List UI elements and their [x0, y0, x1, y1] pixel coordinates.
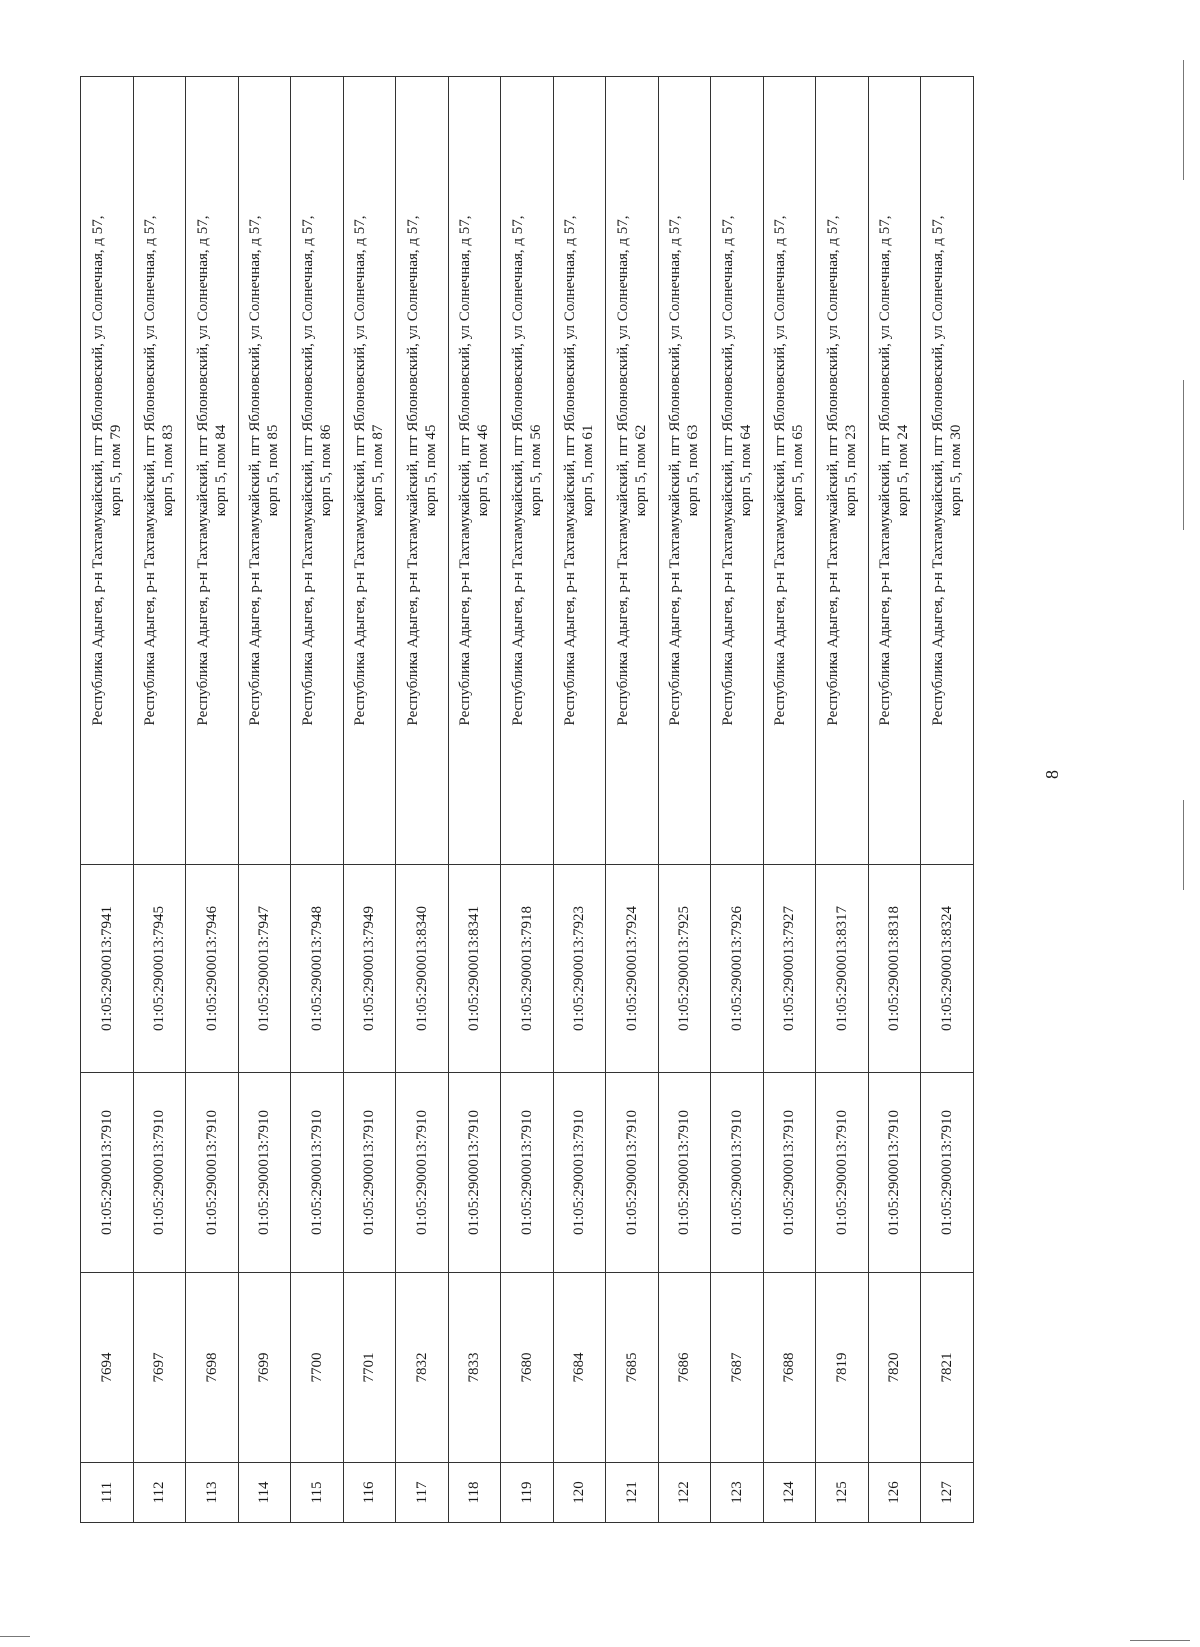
cadastral-number-cell: 01:05:2900013:8341: [448, 865, 501, 1073]
table-row: [133, 77, 186, 1523]
address-building-line: корп 5, пом 23: [842, 424, 859, 517]
object-id-cell: 7832: [396, 1273, 449, 1463]
parent-cadastral-number-cell: 01:05:2900013:7910: [448, 1073, 501, 1273]
row-number-cell: 117: [396, 1463, 449, 1523]
cadastral-number-cell: 01:05:2900013:7924: [606, 865, 659, 1073]
table-row: [816, 77, 869, 1523]
address-building-line: корп 5, пом 30: [947, 424, 964, 517]
address-cell: [186, 77, 239, 865]
row-number-cell: 112: [133, 1463, 186, 1523]
table-row: [186, 77, 239, 1523]
row-number-cell: 126: [868, 1463, 921, 1523]
table-row: [81, 77, 134, 1523]
object-id-cell: 7687: [711, 1273, 764, 1463]
cadastral-number-cell: 01:05:2900013:7926: [711, 865, 764, 1073]
address-line: Республика Адыгея, р-н Тахтамукайский, пгт Яблоновский, ул Солнечная, д 57,: [299, 215, 316, 726]
address-line: Республика Адыгея, р-н Тахтамукайский, пгт Яблоновский, ул Солнечная, д 57,: [824, 215, 841, 726]
address-line: Республика Адыгея, р-н Тахтамукайский, пгт Яблоновский, ул Солнечная, д 57,: [772, 215, 789, 726]
address-line: Республика Адыгея, р-н Тахтамукайский, пгт Яблоновский, ул Солнечная, д 57,: [457, 215, 474, 726]
address-line: Республика Адыгея, р-н Тахтамукайский, пгт Яблоновский, ул Солнечная, д 57,: [247, 215, 264, 726]
parent-cadastral-number-cell: 01:05:2900013:7910: [606, 1073, 659, 1273]
address-building-line: корп 5, пом 24: [895, 424, 912, 517]
address-line: Республика Адыгея, р-н Тахтамукайский, пгт Яблоновский, ул Солнечная, д 57,: [194, 215, 211, 726]
row-number-cell: 119: [501, 1463, 554, 1523]
row-number-cell: 115: [291, 1463, 344, 1523]
cadastral-number-cell: 01:05:2900013:7927: [763, 865, 816, 1073]
object-id-cell: 7680: [501, 1273, 554, 1463]
cadastral-number-cell: 01:05:2900013:7941: [81, 865, 134, 1073]
address-building-line: корп 5, пом 64: [737, 424, 754, 517]
parent-cadastral-number-cell: 01:05:2900013:7910: [238, 1073, 291, 1273]
address-building-line: корп 5, пом 85: [265, 424, 282, 517]
row-number-cell: 113: [186, 1463, 239, 1523]
parent-cadastral-number-cell: 01:05:2900013:7910: [501, 1073, 554, 1273]
address-cell: [501, 77, 554, 865]
object-id-cell: 7700: [291, 1273, 344, 1463]
address-cell: [238, 77, 291, 865]
registry-table-body: [81, 77, 974, 1523]
table-row: [606, 77, 659, 1523]
address-line: Республика Адыгея, р-н Тахтамукайский, пгт Яблоновский, ул Солнечная, д 57,: [614, 215, 631, 726]
table-row: [501, 77, 554, 1523]
table-row: [291, 77, 344, 1523]
table-row: [238, 77, 291, 1523]
row-number-cell: 124: [763, 1463, 816, 1523]
address-cell: [81, 77, 134, 865]
parent-cadastral-number-cell: 01:05:2900013:7910: [711, 1073, 764, 1273]
row-number-cell: 121: [606, 1463, 659, 1523]
parent-cadastral-number-cell: 01:05:2900013:7910: [81, 1073, 134, 1273]
cadastral-number-cell: 01:05:2900013:8317: [816, 865, 869, 1073]
row-number-cell: 118: [448, 1463, 501, 1523]
address-cell: [343, 77, 396, 865]
row-number-cell: 114: [238, 1463, 291, 1523]
address-cell: [658, 77, 711, 865]
page-number: 8: [1042, 770, 1062, 779]
cadastral-number-cell: 01:05:2900013:7947: [238, 865, 291, 1073]
address-cell: [711, 77, 764, 865]
parent-cadastral-number-cell: 01:05:2900013:7910: [133, 1073, 186, 1273]
table-row: [396, 77, 449, 1523]
cadastral-number-cell: 01:05:2900013:7918: [501, 865, 554, 1073]
object-id-cell: 7821: [921, 1273, 974, 1463]
address-line: Республика Адыгея, р-н Тахтамукайский, пгт Яблоновский, ул Солнечная, д 57,: [929, 215, 946, 726]
scan-artifact: [1183, 60, 1184, 180]
address-building-line: корп 5, пом 79: [107, 424, 124, 517]
parent-cadastral-number-cell: 01:05:2900013:7910: [291, 1073, 344, 1273]
object-id-cell: 7833: [448, 1273, 501, 1463]
table-row: [343, 77, 396, 1523]
object-id-cell: 7686: [658, 1273, 711, 1463]
table-row: [711, 77, 764, 1523]
address-building-line: корп 5, пом 87: [370, 424, 387, 517]
address-cell: [763, 77, 816, 865]
address-building-line: корп 5, пом 61: [580, 424, 597, 517]
address-building-line: корп 5, пом 62: [632, 424, 649, 517]
row-number-cell: 116: [343, 1463, 396, 1523]
cadastral-number-cell: 01:05:2900013:7948: [291, 865, 344, 1073]
row-number-cell: 125: [816, 1463, 869, 1523]
object-id-cell: 7697: [133, 1273, 186, 1463]
object-id-cell: 7820: [868, 1273, 921, 1463]
cadastral-number-cell: 01:05:2900013:7925: [658, 865, 711, 1073]
cadastral-number-cell: 01:05:2900013:7923: [553, 865, 606, 1073]
row-number-cell: 122: [658, 1463, 711, 1523]
parent-cadastral-number-cell: 01:05:2900013:7910: [816, 1073, 869, 1273]
table-row: [868, 77, 921, 1523]
address-building-line: корп 5, пом 63: [685, 424, 702, 517]
object-id-cell: 7688: [763, 1273, 816, 1463]
parent-cadastral-number-cell: 01:05:2900013:7910: [868, 1073, 921, 1273]
scan-artifact: [0, 1636, 30, 1637]
object-id-cell: 7685: [606, 1273, 659, 1463]
registry-table: [80, 76, 974, 1523]
object-id-cell: 7694: [81, 1273, 134, 1463]
address-cell: [921, 77, 974, 865]
address-line: Республика Адыгея, р-н Тахтамукайский, пгт Яблоновский, ул Солнечная, д 57,: [562, 215, 579, 726]
parent-cadastral-number-cell: 01:05:2900013:7910: [396, 1073, 449, 1273]
address-building-line: корп 5, пом 65: [790, 424, 807, 517]
table-row: [763, 77, 816, 1523]
address-line: Республика Адыгея, р-н Тахтамукайский, пгт Яблоновский, ул Солнечная, д 57,: [719, 215, 736, 726]
parent-cadastral-number-cell: 01:05:2900013:7910: [186, 1073, 239, 1273]
address-cell: [133, 77, 186, 865]
scan-artifact: [1183, 380, 1184, 530]
parent-cadastral-number-cell: 01:05:2900013:7910: [763, 1073, 816, 1273]
object-id-cell: 7699: [238, 1273, 291, 1463]
table-row: [658, 77, 711, 1523]
row-number-cell: 123: [711, 1463, 764, 1523]
cadastral-number-cell: 01:05:2900013:7945: [133, 865, 186, 1073]
address-cell: [816, 77, 869, 865]
cadastral-number-cell: 01:05:2900013:7949: [343, 865, 396, 1073]
row-number-cell: 111: [81, 1463, 134, 1523]
address-building-line: корп 5, пом 56: [527, 424, 544, 517]
address-cell: [868, 77, 921, 865]
cadastral-number-cell: 01:05:2900013:8340: [396, 865, 449, 1073]
object-id-cell: 7698: [186, 1273, 239, 1463]
address-building-line: корп 5, пом 86: [317, 424, 334, 517]
address-building-line: корп 5, пом 83: [160, 424, 177, 517]
address-line: Республика Адыгея, р-н Тахтамукайский, пгт Яблоновский, ул Солнечная, д 57,: [89, 215, 106, 726]
row-number-cell: 120: [553, 1463, 606, 1523]
object-id-cell: 7701: [343, 1273, 396, 1463]
parent-cadastral-number-cell: 01:05:2900013:7910: [343, 1073, 396, 1273]
address-building-line: корп 5, пом 45: [422, 424, 439, 517]
address-cell: [396, 77, 449, 865]
table-row: [553, 77, 606, 1523]
scan-artifact: [1130, 1640, 1190, 1641]
address-cell: [606, 77, 659, 865]
address-building-line: корп 5, пом 46: [475, 424, 492, 517]
address-line: Республика Адыгея, р-н Тахтамукайский, пгт Яблоновский, ул Солнечная, д 57,: [352, 215, 369, 726]
address-building-line: корп 5, пом 84: [212, 424, 229, 517]
address-cell: [291, 77, 344, 865]
address-cell: [448, 77, 501, 865]
scan-artifact: [1183, 800, 1184, 890]
cadastral-number-cell: 01:05:2900013:8318: [868, 865, 921, 1073]
address-line: Республика Адыгея, р-н Тахтамукайский, пгт Яблоновский, ул Солнечная, д 57,: [142, 215, 159, 726]
address-line: Республика Адыгея, р-н Тахтамукайский, пгт Яблоновский, ул Солнечная, д 57,: [509, 215, 526, 726]
cadastral-number-cell: 01:05:2900013:8324: [921, 865, 974, 1073]
table-row: [921, 77, 974, 1523]
address-line: Республика Адыгея, р-н Тахтамукайский, пгт Яблоновский, ул Солнечная, д 57,: [404, 215, 421, 726]
object-id-cell: 7819: [816, 1273, 869, 1463]
object-id-cell: 7684: [553, 1273, 606, 1463]
cadastral-number-cell: 01:05:2900013:7946: [186, 865, 239, 1073]
address-line: Республика Адыгея, р-н Тахтамукайский, пгт Яблоновский, ул Солнечная, д 57,: [877, 215, 894, 726]
row-number-cell: 127: [921, 1463, 974, 1523]
address-cell: [553, 77, 606, 865]
parent-cadastral-number-cell: 01:05:2900013:7910: [553, 1073, 606, 1273]
parent-cadastral-number-cell: 01:05:2900013:7910: [921, 1073, 974, 1273]
address-line: Республика Адыгея, р-н Тахтамукайский, пгт Яблоновский, ул Солнечная, д 57,: [667, 215, 684, 726]
parent-cadastral-number-cell: 01:05:2900013:7910: [658, 1073, 711, 1273]
table-row: [448, 77, 501, 1523]
